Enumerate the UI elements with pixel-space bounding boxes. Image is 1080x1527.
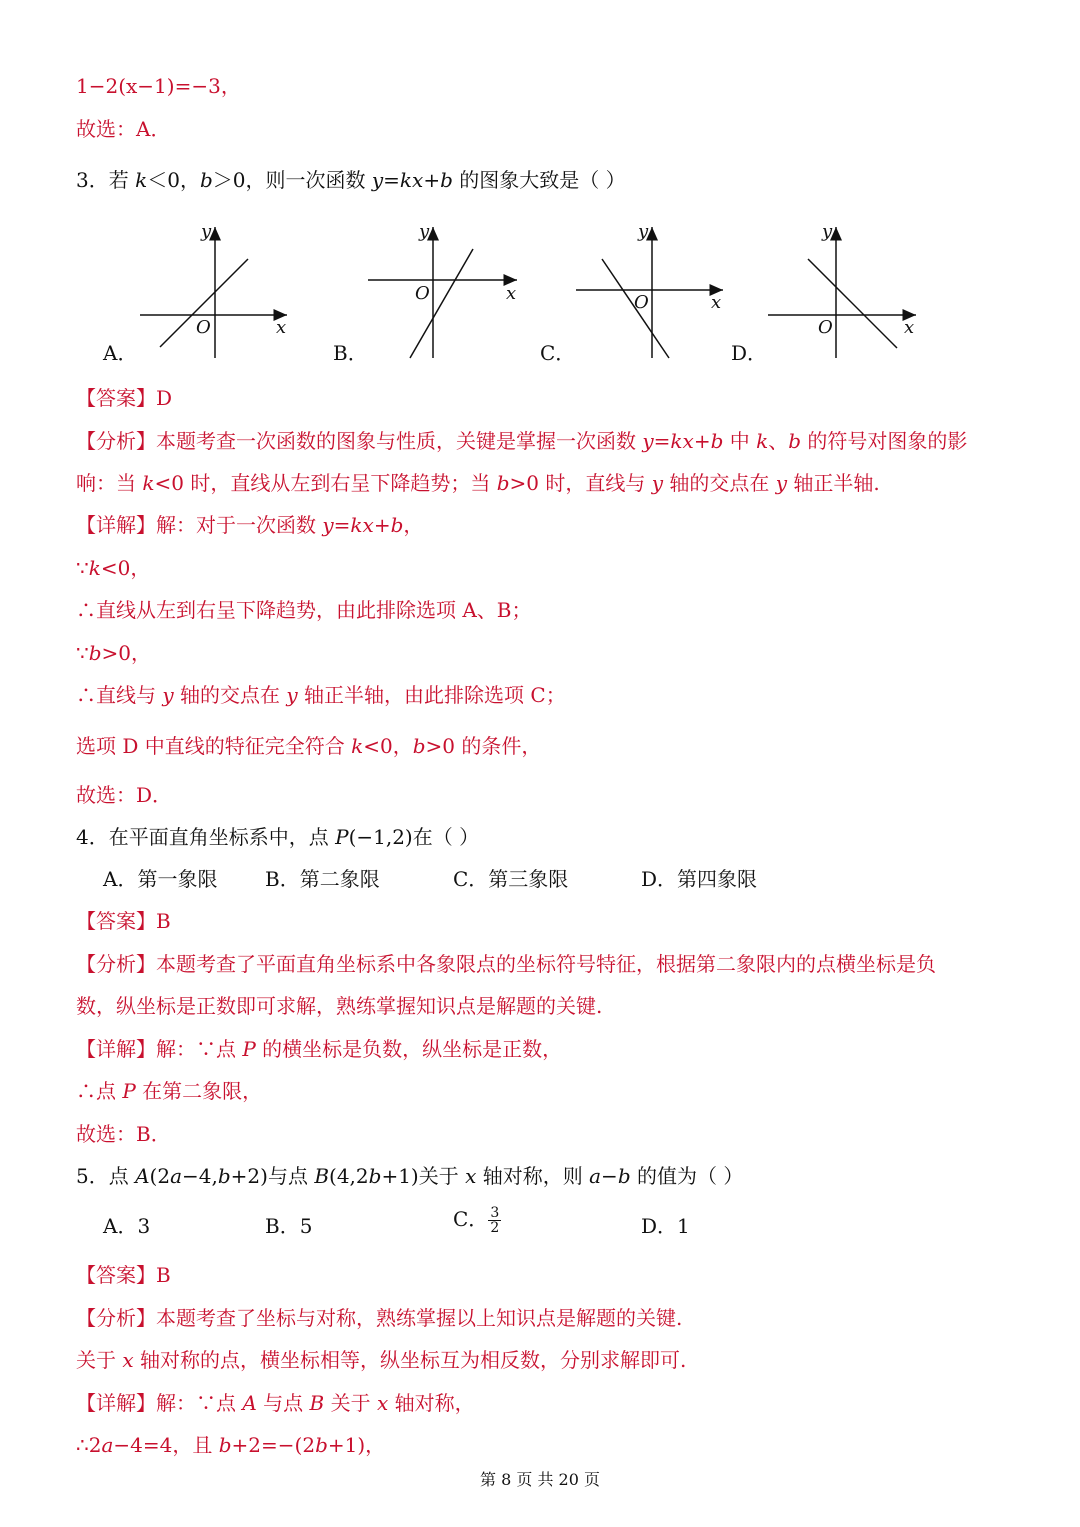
question-4: 4．在平面直角坐标系中，点 P(−1,2)在（ ） [76,825,480,849]
detail-3: 【详解】解：对于一次函数 y=kx+b， [76,513,424,537]
origin-label: O [634,292,649,313]
fraction: $\frac{3}{2}$ [490,1205,500,1236]
detail-3-line: ∵k<0， [76,556,151,580]
detail-4: 【详解】解：∵点 P 的横坐标是负数，纵坐标是正数， [76,1037,563,1061]
origin-label: O [818,317,833,338]
detail-3-line: ∵b>0， [76,641,152,665]
origin-label: O [415,283,430,304]
page-footer: 第 8 页 共 20 页 [480,1470,600,1489]
graph-a [130,215,300,365]
answer-5: 【答案】B [76,1263,171,1287]
analysis-3: 【分析】本题考查一次函数的图象与性质，关键是掌握一次函数 y=kx+b 中 k、b 的符号对图象的影 [76,429,968,453]
question-3: 3．若 k＜0，b＞0，则一次函数 y=kx+b 的图象大致是（ ） [76,168,626,192]
option-a: A．3 [103,1214,151,1238]
graph-b [360,215,530,365]
analysis-5-cont: 关于 x 轴对称的点，横坐标相等，纵坐标互为相反数，分别求解即可. [76,1348,687,1372]
y-label: y [419,221,430,242]
x-label: x [904,317,915,338]
option-a: A．第一象限 [103,867,218,891]
option-b: B．第二象限 [265,867,380,891]
option-d: D．1 [641,1214,690,1238]
graph-d-label: D． [731,341,768,365]
option-b: B．5 [265,1214,313,1238]
detail-5: 【详解】解：∵点 A 与点 B 关于 x 轴对称， [76,1391,475,1415]
y-label: y [638,221,649,242]
question-5: 5．点 A(2a−4,b+2)与点 B(4,2b+1)关于 x 轴对称，则 a−b 的值为（ ） [76,1164,744,1188]
option-c: C． $\frac{3}{2}$ [453,1205,500,1236]
analysis-5: 【分析】本题考查了坐标与对称，熟练掌握以上知识点是解题的关键. [76,1306,683,1330]
choice-line: 故选：D． [76,783,173,807]
x-label: x [506,283,517,304]
x-label: x [711,292,722,313]
choice-line: 故选：A． [76,117,171,141]
option-d: D．第四象限 [641,867,758,891]
choice-line: 故选：B． [76,1122,171,1146]
y-label: y [201,221,212,242]
answer-3: 【答案】D [76,386,173,410]
detail-3-line: ∴直线从左到右呈下降趋势，由此排除选项 A、B； [76,598,532,622]
solution-line: 1−2(x−1)=−3， [76,74,241,98]
x-label: x [276,317,287,338]
detail-3-line: ∴直线与 y 轴的交点在 y 轴正半轴，由此排除选项 C； [76,683,566,707]
analysis-3-cont: 响：当 k<0 时，直线从左到右呈下降趋势；当 b>0 时，直线与 y 轴的交点在 y 轴正半轴. [76,471,880,495]
option-c: C．第三象限 [453,867,569,891]
origin-label: O [196,317,211,338]
y-label: y [822,221,833,242]
detail-3-line: 选项 D 中直线的特征完全符合 k<0，b>0 的条件， [76,734,542,758]
detail-4-line: ∴点 P 在第二象限， [76,1079,263,1103]
analysis-4-cont: 数，纵坐标是正数即可求解，熟练掌握知识点是解题的关键. [76,994,603,1018]
analysis-4: 【分析】本题考查了平面直角坐标系中各象限点的坐标符号特征，根据第二象限内的点横坐标是负 [76,952,936,976]
detail-5-line: ∴2a−4=4，且 b+2=−(2b+1)， [76,1433,386,1457]
graph-c [568,215,738,365]
graph-c-label: C． [540,341,576,365]
graph-a-label: A． [103,341,138,365]
graph-d [760,215,930,365]
answer-4: 【答案】B [76,909,171,933]
graph-b-label: B． [333,341,368,365]
